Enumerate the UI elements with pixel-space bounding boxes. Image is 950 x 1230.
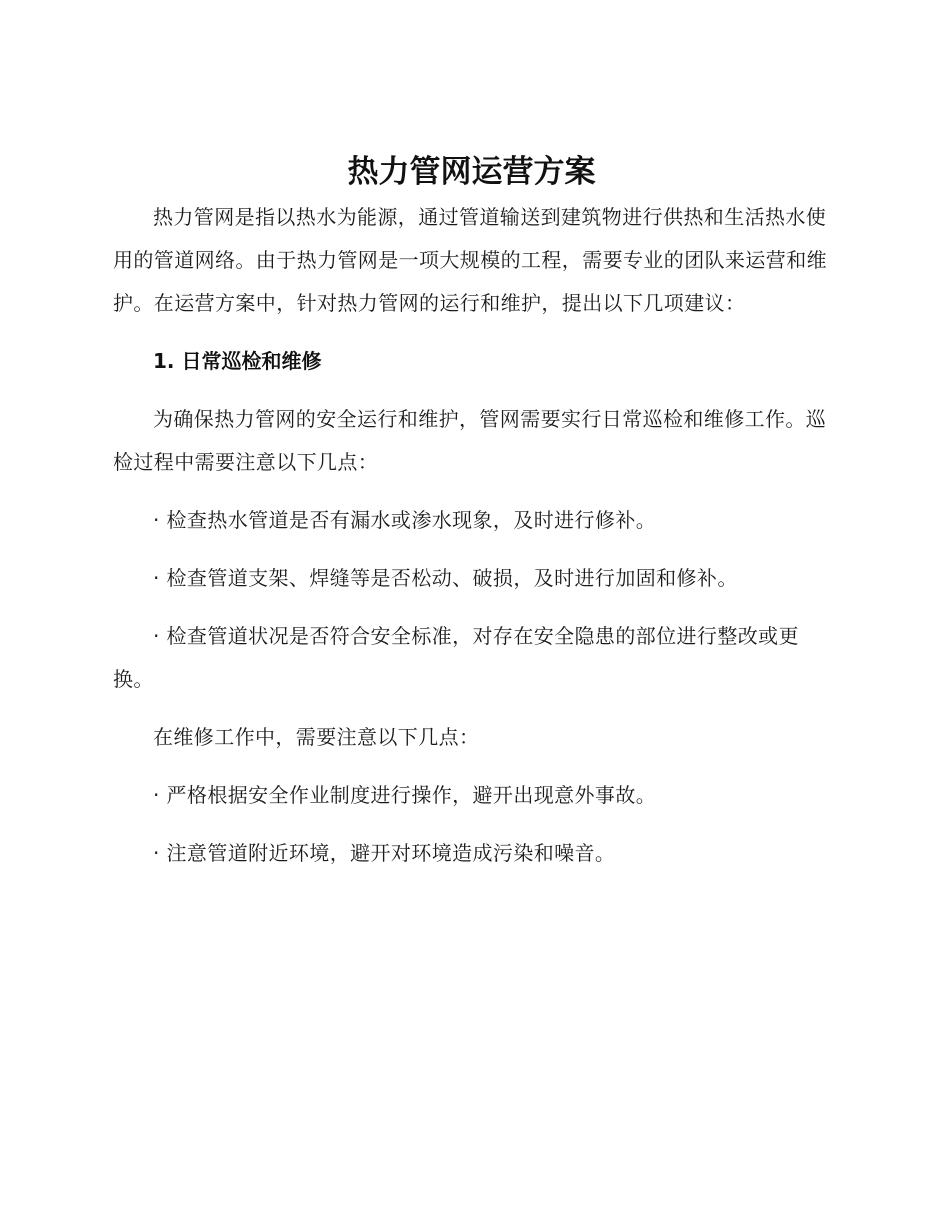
section-heading: 1. 日常巡检和维修	[153, 349, 322, 373]
inspection-item-2: · 检查管道支架、焊缝等是否松动、破损，及时进行加固和修补。	[153, 566, 738, 590]
section-paragraph: 为确保热力管网的安全运行和维护，管网需要实行日常巡检和维修工作。巡检过程中需要注意以下几点：	[113, 407, 827, 474]
intro-paragraph: 热力管网是指以热水为能源，通过管道输送到建筑物进行供热和生活热水使用的管道网络。由于热力管网是一项大规模的工程，需要专业的团队来运营和维护。在运营方案中，针对热力管网的运行和维护，提出以下几项建议：	[113, 205, 827, 315]
document-title: 热力管网运营方案	[347, 154, 596, 190]
maintenance-item-1: · 严格根据安全作业制度进行操作，避开出现意外事故。	[153, 783, 657, 807]
maintenance-item-2: · 注意管道附近环境，避开对环境造成污染和噪音。	[153, 841, 616, 865]
maintenance-intro: 在维修工作中，需要注意以下几点：	[153, 725, 480, 749]
inspection-item-1: · 检查热水管道是否有漏水或渗水现象，及时进行修补。	[153, 508, 657, 532]
inspection-item-3: · 检查管道状况是否符合安全标准，对存在安全隐患的部位进行整改或更换。	[113, 624, 799, 691]
